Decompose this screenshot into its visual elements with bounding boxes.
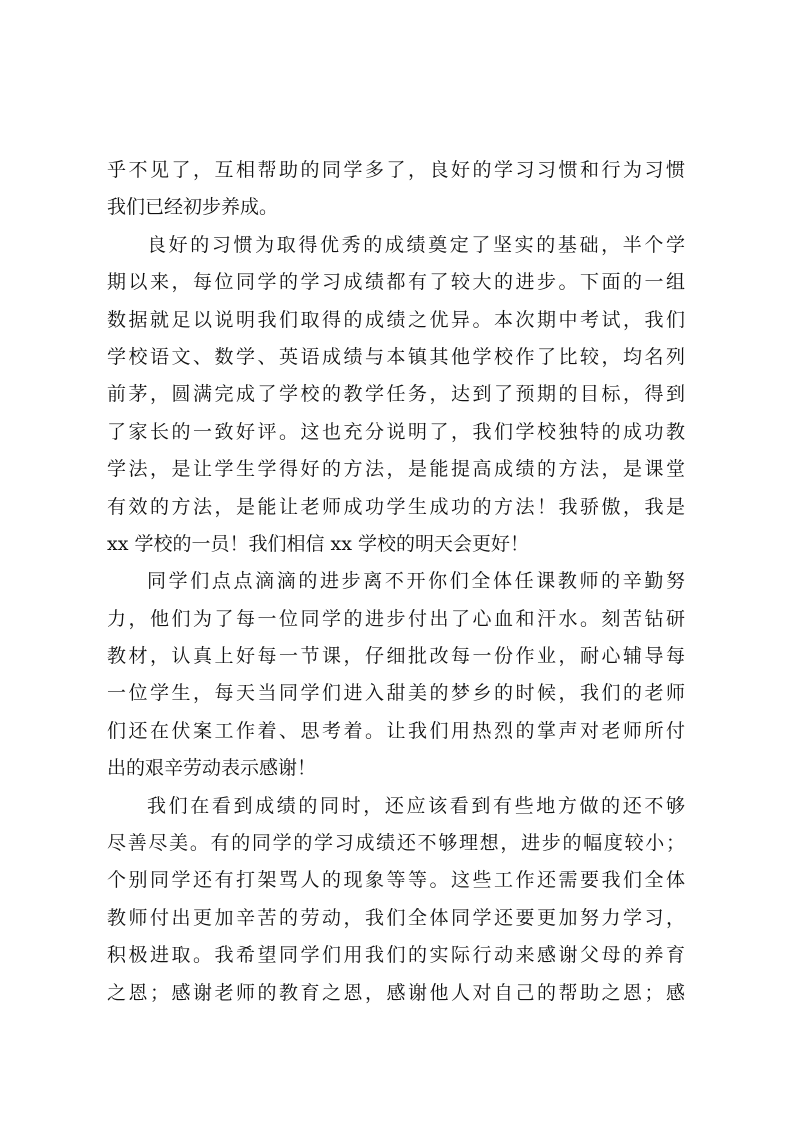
text-line: 们还在伏案工作着、思考着。让我们用热烈的掌声对老师所付 [107,719,685,742]
paragraph-first-line: 良好的习惯为取得优秀的成绩奠定了坚实的基础，半个学 [147,233,685,256]
text-line: 教师付出更加辛苦的劳动，我们全体同学还要更加努力学习， [107,906,685,929]
text-line: 力，他们为了每一位同学的进步付出了心血和汗水。刻苦钻研 [107,607,685,630]
text-line: 之恩；感谢老师的教育之恩，感谢他人对自己的帮助之恩；感 [107,981,685,1004]
text-line: 尽善尽美。有的同学的学习成绩还不够理想，进步的幅度较小； [107,832,685,855]
document-body [107,152,685,1012]
text-line: 出的艰辛劳动表示感谢！ [107,757,317,780]
text-line: 学法，是让学生学得好的方法，是能提高成绩的方法，是课堂 [107,458,685,481]
text-line: 个别同学还有打架骂人的现象等等。这些工作还需要我们全体 [107,869,685,892]
text-line: 我们已经初步养成。 [107,196,279,219]
text-line: 有效的方法，是能让老师成功学生成功的方法！我骄傲，我是 [107,495,685,518]
paragraph-first-line: 我们在看到成绩的同时，还应该看到有些地方做的还不够 [147,794,685,817]
text-line: 期以来，每位同学的学习成绩都有了较大的进步。下面的一组 [107,271,685,294]
text-line: 教材，认真上好每一节课，仔细批改每一份作业，耐心辅导每 [107,645,685,668]
text-line: 了家长的一致好评。这也充分说明了，我们学校独特的成功教 [107,420,685,443]
paragraph-first-line: 同学们点点滴滴的进步离不开你们全体任课教师的辛勤努 [147,570,685,593]
text-line: 数据就足以说明我们取得的成绩之优异。本次期中考试，我们 [107,308,685,331]
text-line: 前茅，圆满完成了学校的教学任务，达到了预期的目标，得到 [107,383,685,406]
text-line: 学校语文、数学、英语成绩与本镇其他学校作了比较，均名列 [107,345,685,368]
text-line: 一位学生，每天当同学们进入甜美的梦乡的时候，我们的老师 [107,682,685,705]
text-line: 积极进取。我希望同学们用我们的实际行动来感谢父母的养育 [107,944,685,967]
text-line: 乎不见了，互相帮助的同学多了，良好的学习习惯和行为习惯 [107,159,685,181]
text-line: xx 学校的一员！我们相信 xx 学校的明天会更好！ [107,532,529,555]
